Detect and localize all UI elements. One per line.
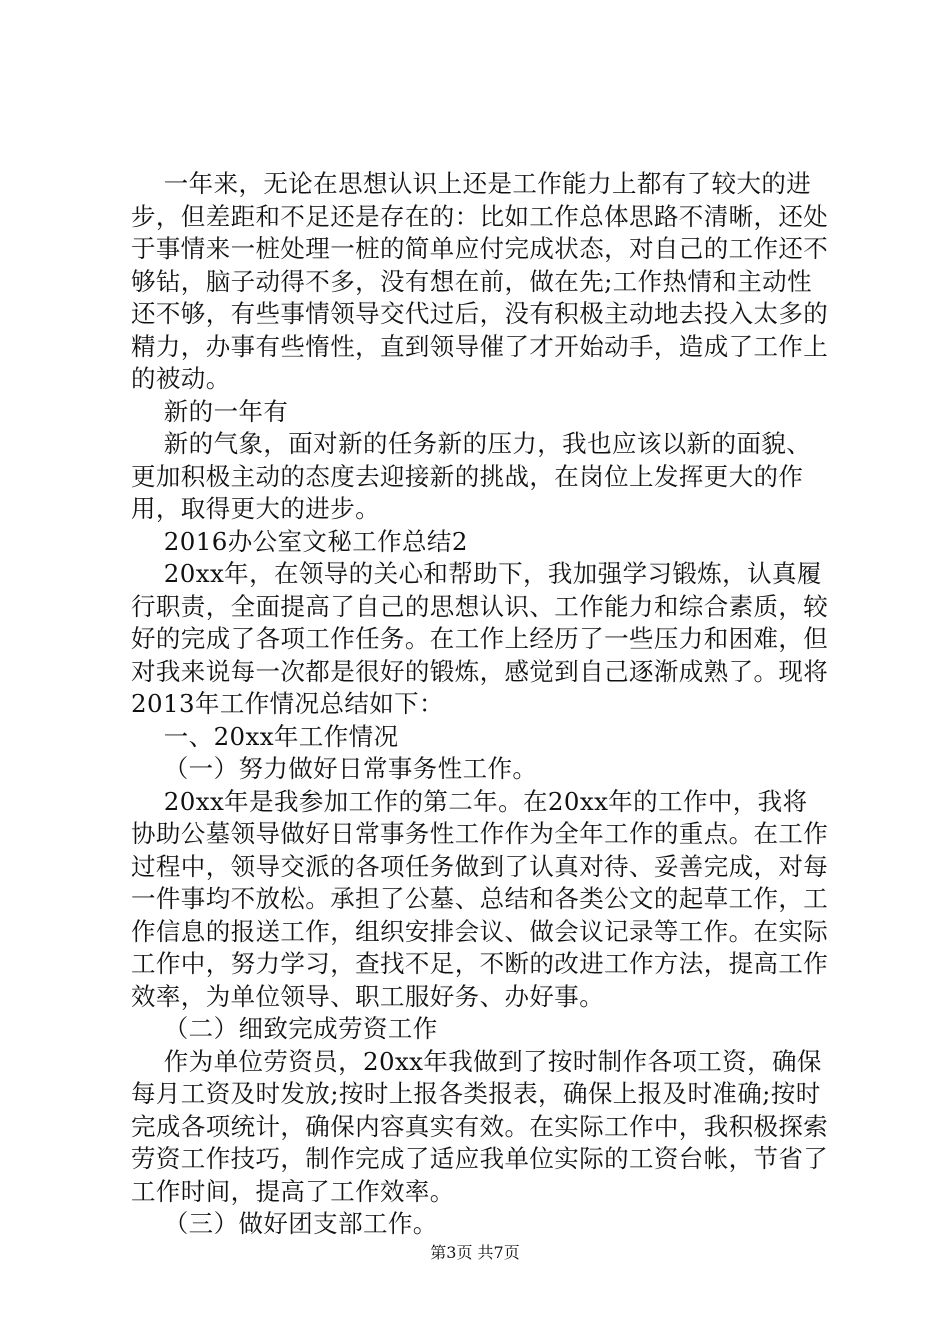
paragraph-summary-shortcomings: 一年来，无论在思想认识上还是工作能力上都有了较大的进步，但差距和不足还是存在的：比如工作总体思路不清晰，还处于事情来一桩处理一桩的简单应付完成状态，对自己的工作还不够钻，脑子动得不多，没有想在前，做在先;工作热情和主动性还不够，有些事情领导交代过后，没有积极主动地去投入太多的精力，办事有些惰性，直到领导催了才开始动手，造成了工作上的被动。 — [131, 169, 829, 393]
subheading-payroll-work: （二）细致完成劳资工作 — [131, 1014, 438, 1043]
paragraph-daily-affairs: 20xx年是我参加工作的第二年。在20xx年的工作中，我将协助公墓领导做好日常事务性工作作为全年工作的重点。在工作过程中，领导交派的各项任务做到了认真对待、妥善完成，对每一件事均不放松。承担了公墓、总结和各类公文的起草工作，工作信息的报送工作，组织安排会议、做会议记录等工作。在实际工作中，努力学习，查找不足，不断的改进工作方法，提高工作效率，为单位领导、职工服好务、办好事。 — [131, 786, 829, 1011]
page-footer: 第3页 共7页 — [430, 1243, 520, 1262]
subheading-league-branch: （三）做好团支部工作。 — [131, 1209, 438, 1238]
paragraph-new-year: 新的一年有 — [131, 396, 289, 426]
paragraph-intro-20xx: 20xx年，在领导的关心和帮助下，我加强学习锻炼，认真履行职责，全面提高了自己的思想认识、工作能力和综合素质，较好的完成了各项工作任务。在工作上经历了一些压力和困难，但对我来说每一次都是很好的锻炼，感觉到自己逐渐成熟了。现将2013年工作情况总结如下： — [131, 559, 829, 718]
subheading-daily-affairs: （一）努力做好日常事务性工作。 — [131, 754, 538, 783]
paragraph-new-outlook: 新的气象，面对新的任务新的压力，我也应该以新的面貌、更加积极主动的态度去迎接新的挑战，在岗位上发挥更大的作用，取得更大的进步。 — [131, 429, 812, 523]
paragraph-payroll-work: 作为单位劳资员，20xx年我做到了按时制作各项工资，确保每月工资及时发放;按时上报各类报表，确保上报及时准确;按时完成各项统计，确保内容真实有效。在实际工作中，我积极探索劳资工作技巧，制作完成了适应我单位实际的工资台帐，节省了工作时间，提高了工作效率。 — [131, 1046, 829, 1206]
heading-work-status: 一、20xx年工作情况 — [131, 721, 399, 751]
section-title-summary-2: 2016办公室文秘工作总结2 — [131, 526, 468, 556]
document-body — [131, 168, 831, 1241]
